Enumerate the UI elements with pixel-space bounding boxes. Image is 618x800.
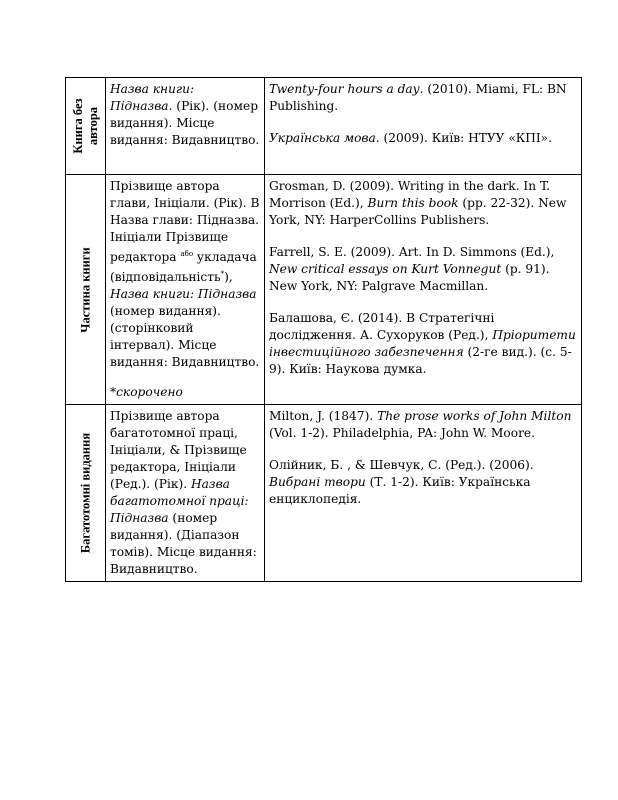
format-cell — [106, 78, 265, 175]
examples-cell — [265, 175, 582, 405]
table-row — [66, 405, 582, 582]
example-entry: Farrell, S. E. (2009). Art. In D. Simmons (Ed.), New critical essays on Kurt Vonnegut (p. 91). New York, NY: Palgrave Macmillan. — [269, 245, 555, 293]
format-text: Прізвище автора глави, Ініціали. (Рік). В Назва глави: Підназва. Ініціали Прізвище редактора $^{або}$ укладача (відповідальність*), Назва книги: Підназва (номер видання). (сторінковий інтервал). Місце видання: Видавництво. — [110, 179, 260, 369]
example-entry: Twenty-four hours a day. (2010). Miami, FL: BN Publishing. — [269, 82, 567, 113]
format-cell — [106, 405, 265, 582]
example-entry: Grosman, D. (2009). Writing in the dark. In T. Morrison (Ed.), Burn this book (pp. 22-32). New York, NY: HarperCollins Publishers. — [269, 179, 567, 227]
example-entry: Milton, J. (1847). The prose works of John Milton (Vol. 1-2). Philadelphia, PA: John W. Moore. — [269, 409, 572, 440]
table-row — [66, 175, 582, 405]
reference-format-table — [65, 77, 582, 582]
table-row — [66, 78, 582, 175]
row-label-cell — [66, 175, 106, 405]
example-entry: Балашова, Є. (2014). В Стратегічні дослідження. А. Сухоруков (Ред.), Пріоритети інвестиційного забезпечення (2-ге вид.). (с. 5-9). Київ: Наукова думка. — [269, 311, 576, 376]
footnote: *скорочено — [110, 385, 183, 399]
row-label: Частина книги — [78, 246, 92, 333]
row-label: Книга без автора — [70, 98, 100, 154]
examples-cell — [265, 78, 582, 175]
example-entry: Українська мова. (2009). Київ: НТУУ «КПІ». — [269, 131, 552, 145]
example-entry: Олійник, Б. , & Шевчук, С. (Ред.). (2006). Вибрані твори (Т. 1-2). Київ: Українська енциклопедія. — [269, 458, 534, 506]
format-text: Прізвище автора багатотомної праці, Ініціали, & Прізвище редактора, Ініціали (Ред.). (Рік). Назва багатотомної праці: Підназва (номер видання). (Діапазон томів). Місце видання: Видавництво. — [110, 409, 257, 576]
row-label: Багатотомні видання — [78, 432, 92, 554]
format-text: Назва книги: Підназва. (Рік). (номер видання). Місце видання: Видавництво. — [110, 82, 260, 147]
row-label-cell — [66, 78, 106, 175]
examples-cell — [265, 405, 582, 582]
row-label-cell — [66, 405, 106, 582]
format-cell — [106, 175, 265, 405]
